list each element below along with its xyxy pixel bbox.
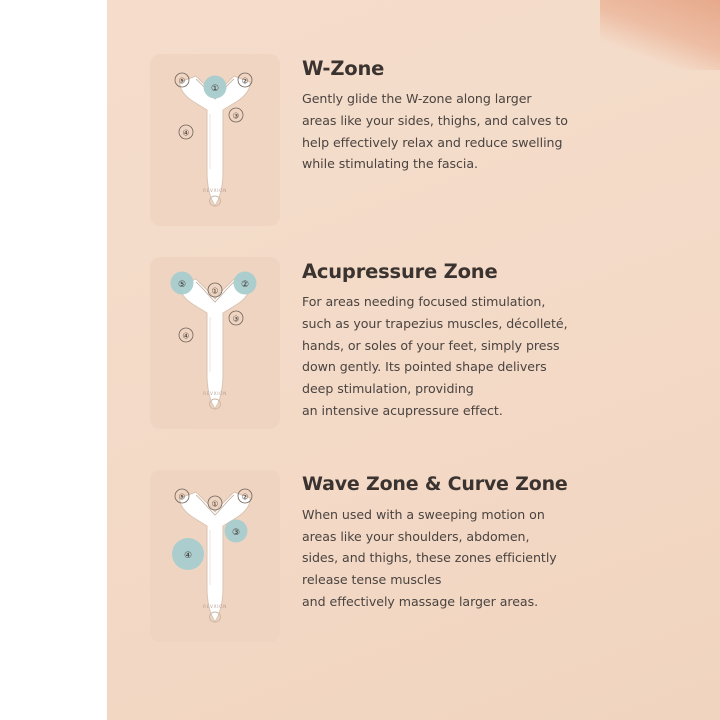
svg-text:⑤: ⑤ (178, 492, 186, 502)
brand-label: REVXION (202, 189, 228, 194)
section-acupressure-zone (150, 257, 590, 429)
body-line: such as your trapezius muscles, décolleté, (302, 316, 568, 332)
svg-text:①: ① (211, 499, 219, 509)
svg-text:③: ③ (232, 111, 240, 121)
svg-text:⑤: ⑤ (178, 76, 186, 86)
brand-label: REVXION (202, 392, 228, 397)
svg-text:①: ① (210, 84, 220, 94)
body-line: areas like your shoulders, abdomen, (302, 528, 530, 544)
body-line: sides, and thighs, these zones efficiently (302, 550, 557, 566)
svg-text:③: ③ (231, 528, 241, 538)
section-body (302, 88, 590, 175)
text-block-w-zone (302, 54, 590, 175)
product-image-w-zone (150, 54, 280, 226)
product-image-wave-curve-zone (150, 470, 280, 642)
body-line: while stimulating the fascia. (302, 156, 478, 172)
svg-text:④: ④ (182, 128, 190, 138)
section-heading: Acupressure Zone (302, 260, 498, 283)
body-line: deep stimulation, providing (302, 381, 474, 397)
brand-label: REVXION (202, 605, 228, 610)
product-image-acupressure-zone (150, 257, 280, 429)
massage-tool-illustration (150, 257, 280, 429)
svg-text:④: ④ (183, 551, 193, 561)
svg-text:④: ④ (182, 331, 190, 341)
svg-text:②: ② (241, 76, 249, 86)
section-body (302, 504, 590, 612)
text-block-acupressure-zone (302, 257, 590, 421)
body-line: hands, or soles of your feet, simply press (302, 337, 560, 353)
body-line: an intensive acupressure effect. (302, 402, 503, 418)
body-line: and effectively massage larger areas. (302, 593, 539, 609)
section-heading: Wave Zone & Curve Zone (302, 473, 568, 495)
section-wave-curve-zone (150, 470, 590, 642)
section-body (302, 291, 590, 421)
body-line: Gently glide the W-zone along larger (302, 91, 532, 107)
section-w-zone (150, 54, 590, 226)
svg-text:⑤: ⑤ (177, 280, 187, 290)
svg-text:①: ① (211, 286, 219, 296)
text-block-wave-curve-zone (302, 470, 590, 612)
body-line: For areas needing focused stimulation, (302, 294, 546, 310)
body-line: help effectively relax and reduce swelling (302, 134, 563, 150)
svg-text:②: ② (241, 492, 249, 502)
body-line: down gently. Its pointed shape delivers (302, 359, 547, 375)
body-line: release tense muscles (302, 571, 442, 587)
massage-tool-illustration (150, 470, 280, 642)
massage-tool-illustration (150, 54, 280, 226)
svg-text:②: ② (240, 280, 250, 290)
section-heading: W-Zone (302, 57, 385, 80)
body-line: When used with a sweeping motion on (302, 506, 545, 522)
body-line: areas like your sides, thighs, and calves to (302, 113, 568, 129)
svg-text:③: ③ (232, 314, 240, 324)
